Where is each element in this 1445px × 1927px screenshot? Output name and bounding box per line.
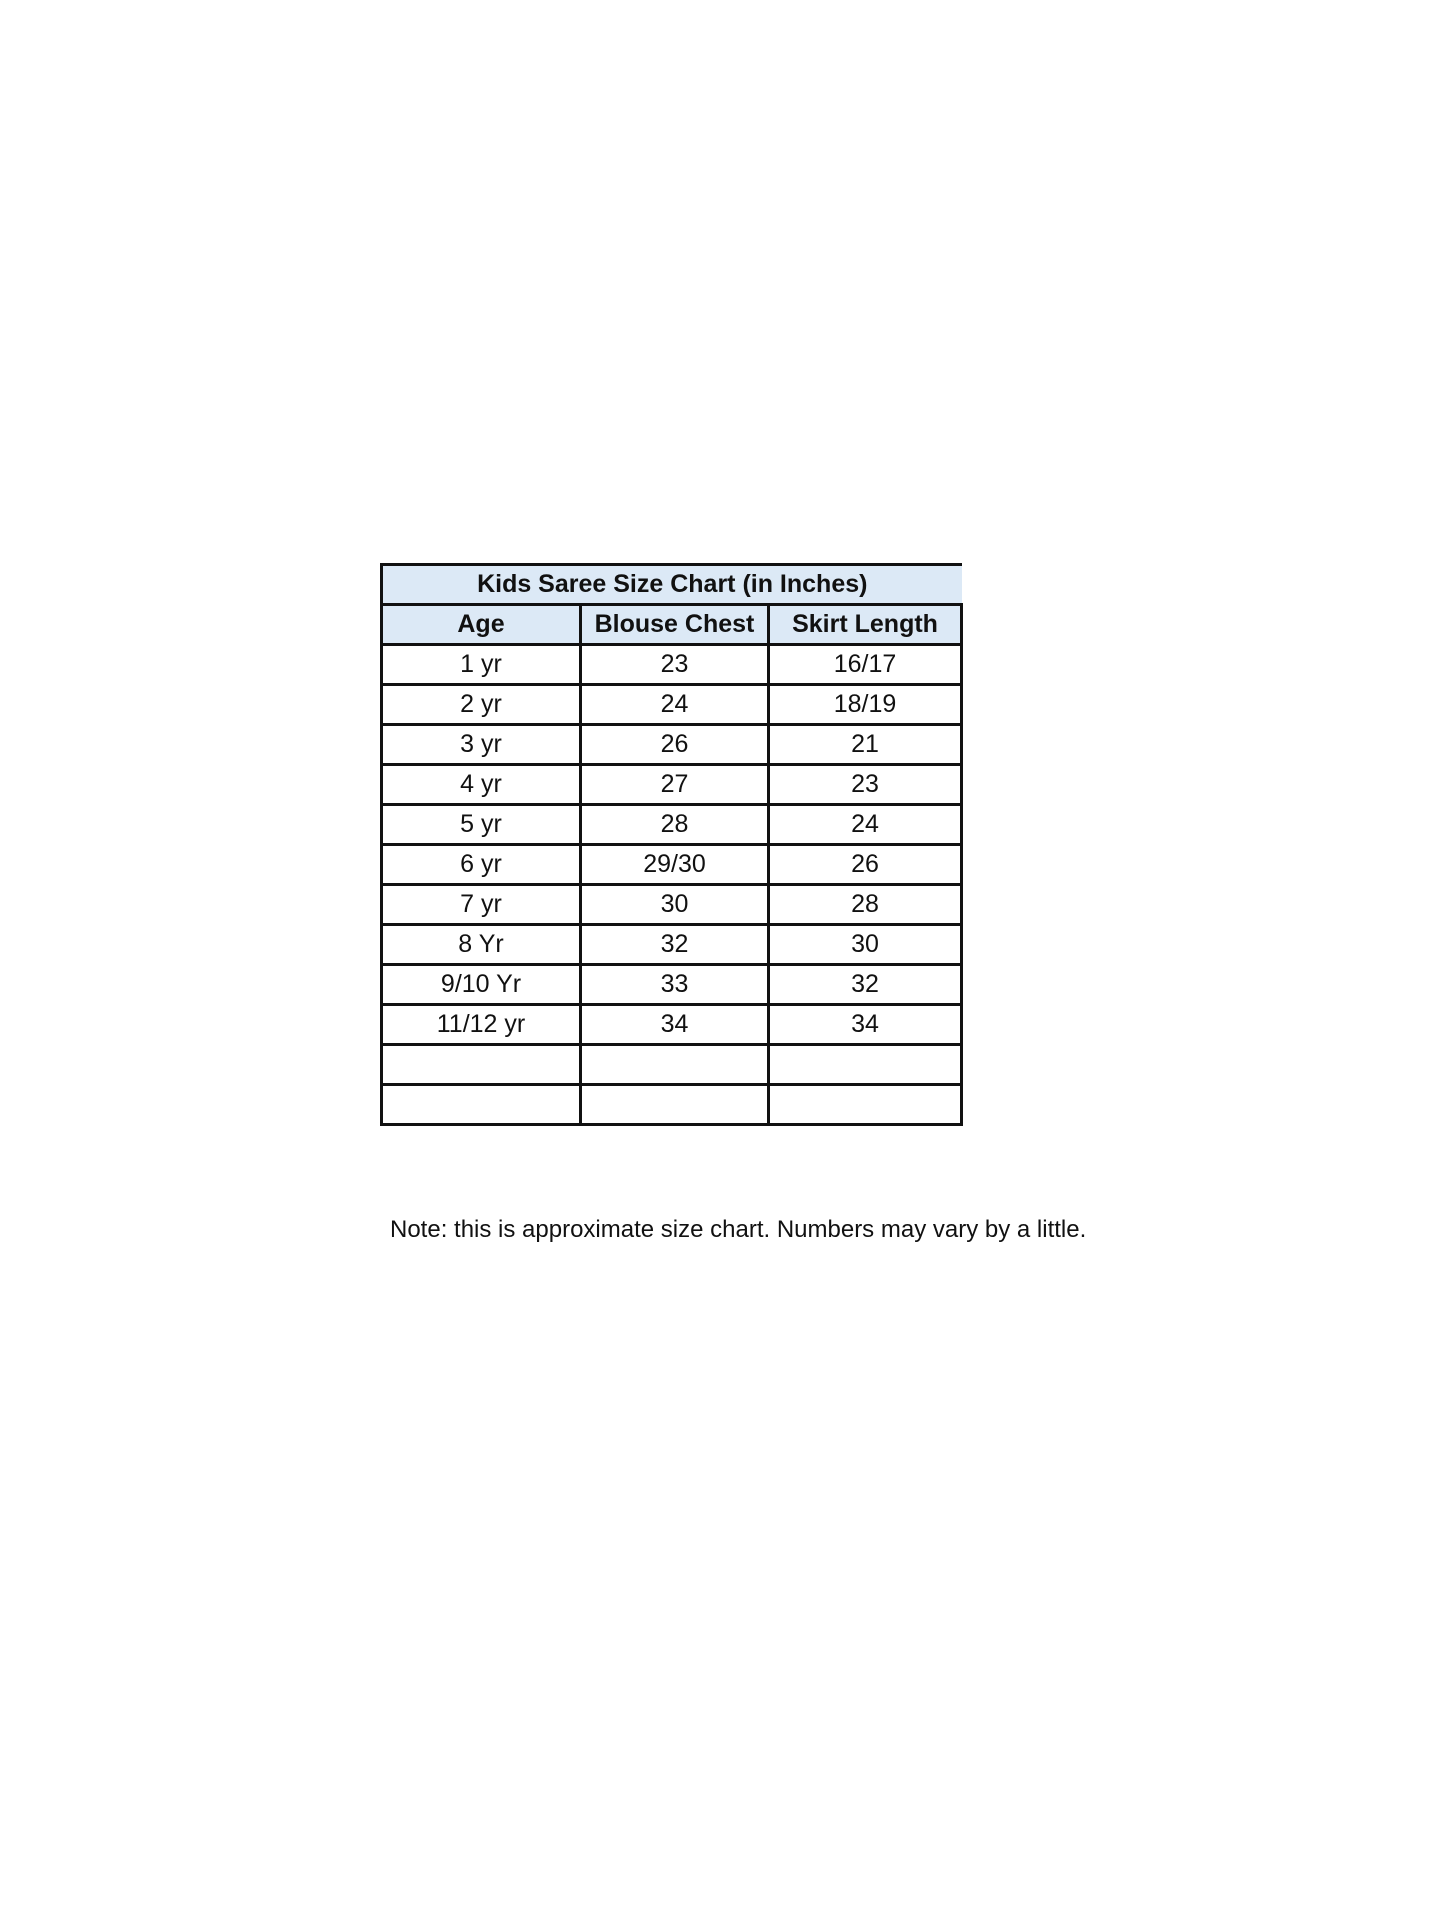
- cell-skirt-length: 28: [769, 885, 962, 925]
- title-row: [382, 565, 962, 605]
- cell-age: 4 yr: [382, 765, 581, 805]
- cell-blouse-chest: 28: [581, 805, 769, 845]
- cell-blouse-chest: 34: [581, 1005, 769, 1045]
- cell-skirt-length: 34: [769, 1005, 962, 1045]
- cell-blouse-chest: 24: [581, 685, 769, 725]
- cell-skirt-length: 23: [769, 765, 962, 805]
- cell-age: 1 yr: [382, 645, 581, 685]
- header-row: [382, 605, 962, 645]
- size-chart-table: [380, 563, 963, 1126]
- cell-blouse-chest: 23: [581, 645, 769, 685]
- cell-skirt-length: 32: [769, 965, 962, 1005]
- cell-age: 6 yr: [382, 845, 581, 885]
- cell-age: 7 yr: [382, 885, 581, 925]
- cell-age: 5 yr: [382, 805, 581, 845]
- table-row: [382, 725, 962, 765]
- table-row: [382, 1005, 962, 1045]
- cell-age: 3 yr: [382, 725, 581, 765]
- table-row-empty: [382, 1045, 962, 1085]
- table-row: [382, 765, 962, 805]
- cell-age: [382, 1085, 581, 1125]
- table-row: [382, 805, 962, 845]
- cell-age: 8 Yr: [382, 925, 581, 965]
- cell-skirt-length: [769, 1085, 962, 1125]
- cell-age: 11/12 yr: [382, 1005, 581, 1045]
- cell-skirt-length: 18/19: [769, 685, 962, 725]
- cell-skirt-length: [769, 1045, 962, 1085]
- cell-blouse-chest: 30: [581, 885, 769, 925]
- cell-age: 2 yr: [382, 685, 581, 725]
- cell-blouse-chest: 32: [581, 925, 769, 965]
- cell-age: 9/10 Yr: [382, 965, 581, 1005]
- cell-blouse-chest: [581, 1085, 769, 1125]
- size-chart-note: Note: this is approximate size chart. Numbers may vary by a little.: [390, 1216, 1087, 1243]
- table-row: [382, 685, 962, 725]
- cell-blouse-chest: 27: [581, 765, 769, 805]
- cell-skirt-length: 24: [769, 805, 962, 845]
- cell-blouse-chest: [581, 1045, 769, 1085]
- cell-skirt-length: 16/17: [769, 645, 962, 685]
- cell-skirt-length: 26: [769, 845, 962, 885]
- table-row: [382, 965, 962, 1005]
- table-row: [382, 845, 962, 885]
- table-row: [382, 925, 962, 965]
- cell-skirt-length: 21: [769, 725, 962, 765]
- cell-blouse-chest: 26: [581, 725, 769, 765]
- cell-age: [382, 1045, 581, 1085]
- table-row: [382, 885, 962, 925]
- cell-blouse-chest: 33: [581, 965, 769, 1005]
- cell-skirt-length: 30: [769, 925, 962, 965]
- header-age: Age: [382, 605, 581, 645]
- table-row-empty: [382, 1085, 962, 1125]
- cell-blouse-chest: 29/30: [581, 845, 769, 885]
- header-skirt-length: Skirt Length: [769, 605, 962, 645]
- header-blouse-chest: Blouse Chest: [581, 605, 769, 645]
- table-row: [382, 645, 962, 685]
- table-title: Kids Saree Size Chart (in Inches): [382, 565, 962, 605]
